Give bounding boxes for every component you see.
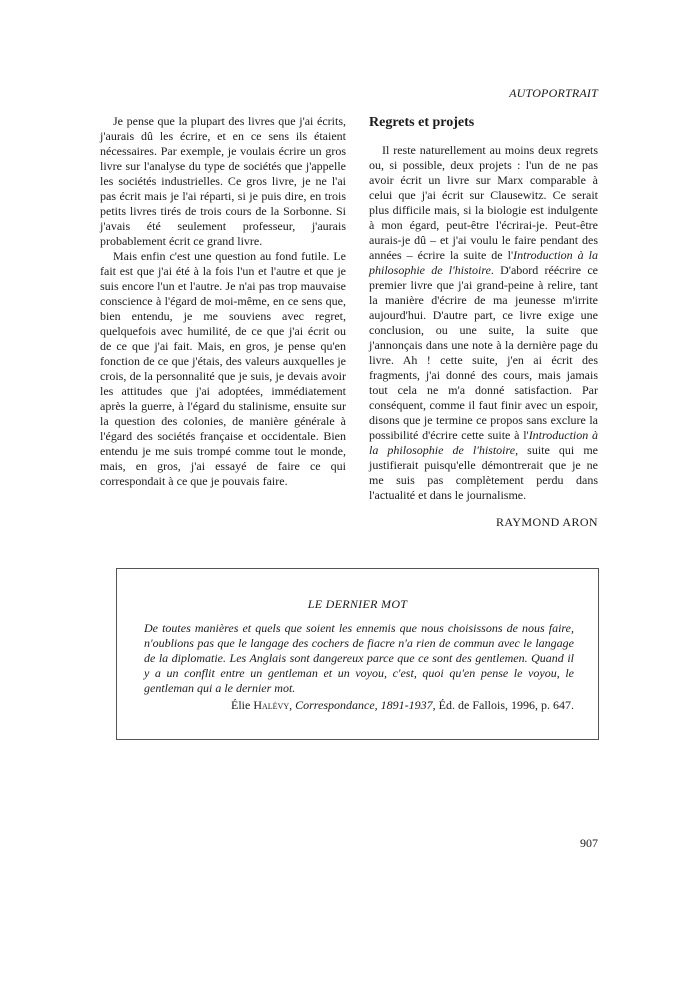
source-work: Correspondance, 1891-1937 [295,698,433,712]
quote-text: De toutes manières et quels que soient les ennemis que nous choisissons de nous faire, n'oublions pas que le langage des cochers de fiacre n'a rien de commun avec le langage de la diplomatie. Les Anglais sont dangereux parce que ce sont des gentlemen. Quand il y a un conflit entre un gentleman et un voyou, c'est, quoi qu'en pense le voyou, le gentleman qui a le dernier mot. [144,621,574,695]
author-signature: RAYMOND ARON [495,515,598,529]
right-column [369,114,598,530]
book-title: Introduction à la philosophie de l'histoire [369,248,598,277]
quote-source: Élie Halévy, Correspondance, 1891-1937, Éd. de Fallois, 1996, p. 647. [231,698,574,712]
text-run: , suite qui me justifierait puisqu'elle démontrerait que je ne me suis pas complètement perdu dans l'actualité et dans le journalisme. [369,443,598,502]
source-author-last: Halévy [253,698,290,712]
section-title: Regrets et projets [369,115,475,130]
text-run: Il reste naturellement au moins deux regrets ou, si possible, deux projets : l'un de ne pas avoir écrit un livre sur Marx comparable à celui que j'ai écrit sur Clausewitz. Ce serait plus difficile mais, si la biologie est indulgente à mon égard, peut-être l'écrirai-je. Peut-être aurais-je dû – et j'ai voulu le faire pendant des années – écrire la suite de l' [369,143,598,262]
paragraph [369,143,598,503]
book-title: Introduction à la philosophie de l'histoire [369,428,598,457]
left-column [100,114,346,489]
source-publication: , Éd. de Fallois, 1996, p. 647. [432,698,574,712]
running-head: AUTOPORTRAIT [509,86,598,100]
paragraph: Mais enfin c'est une question au fond futile. Le fait est que j'ai été à la fois l'un et l'autre et que je suis encore l'un et l'autre. Je n'ai pas trop mauvaise conscience à l'égard de moi-même, en ce sens que, bien entendu, je me souviens avec regret, quelquefois avec humilité, de ce que j'ai écrit ou de ce que j'ai fait. Mais, en gros, je pense qu'en fonction de ce que j'étais, des valeurs auxquelles je crois, de la personnalité que je suis, je devais avoir les attitudes que j'ai adoptées, immédiatement après la guerre, à l'égard du stalinisme, ensuite sur la question des colonies, de manière générale à l'égard des sociétés française et occidentale. Bien entendu je me suis trompé comme tout le monde, mais, en gros, j'ai essayé de faire ce qui correspondait à ce que je pouvais faire. [100,249,346,488]
text-run: . D'abord réécrire ce premier livre que j'ai grand-peine à relire, tant la manière d'écrire de ma jeunesse m'irrite aujourd'hui. D'autre part, ce livre exige une conclusion, ou une suite, la suite que j'annonçais dans une note à la dernière page du livre. Ah ! cette suite, j'en ai écrit des fragments, j'ai donné des cours, mais jamais tout cela ne m'a donné satisfaction. Par conséquent, comme il faut finir avec un espoir, disons que je termine ce propos sans exclure la possibilité d'écrire cette suite à l' [369,263,599,442]
source-author-first: Élie [231,698,251,712]
page-number: 907 [580,836,598,850]
paragraph: Je pense que la plupart des livres que j'ai écrits, j'aurais dû les écrire, et en ce sens ils étaient nécessaires. Par exemple, je voulais écrire un gros livre sur l'analyse du type de sociétés que j'appelle les sociétés industrielles. Ce gros livre, je ne l'ai pas écrit mais je l'ai réparti, si je puis dire, en trois petits livres tirés de trois cours de la Sorbonne. Si j'avais été seulement professeur, j'aurais probablement écrit ce grand livre. [100,114,346,248]
quote-title: LE DERNIER MOT [307,597,408,611]
quote-box [116,568,599,740]
